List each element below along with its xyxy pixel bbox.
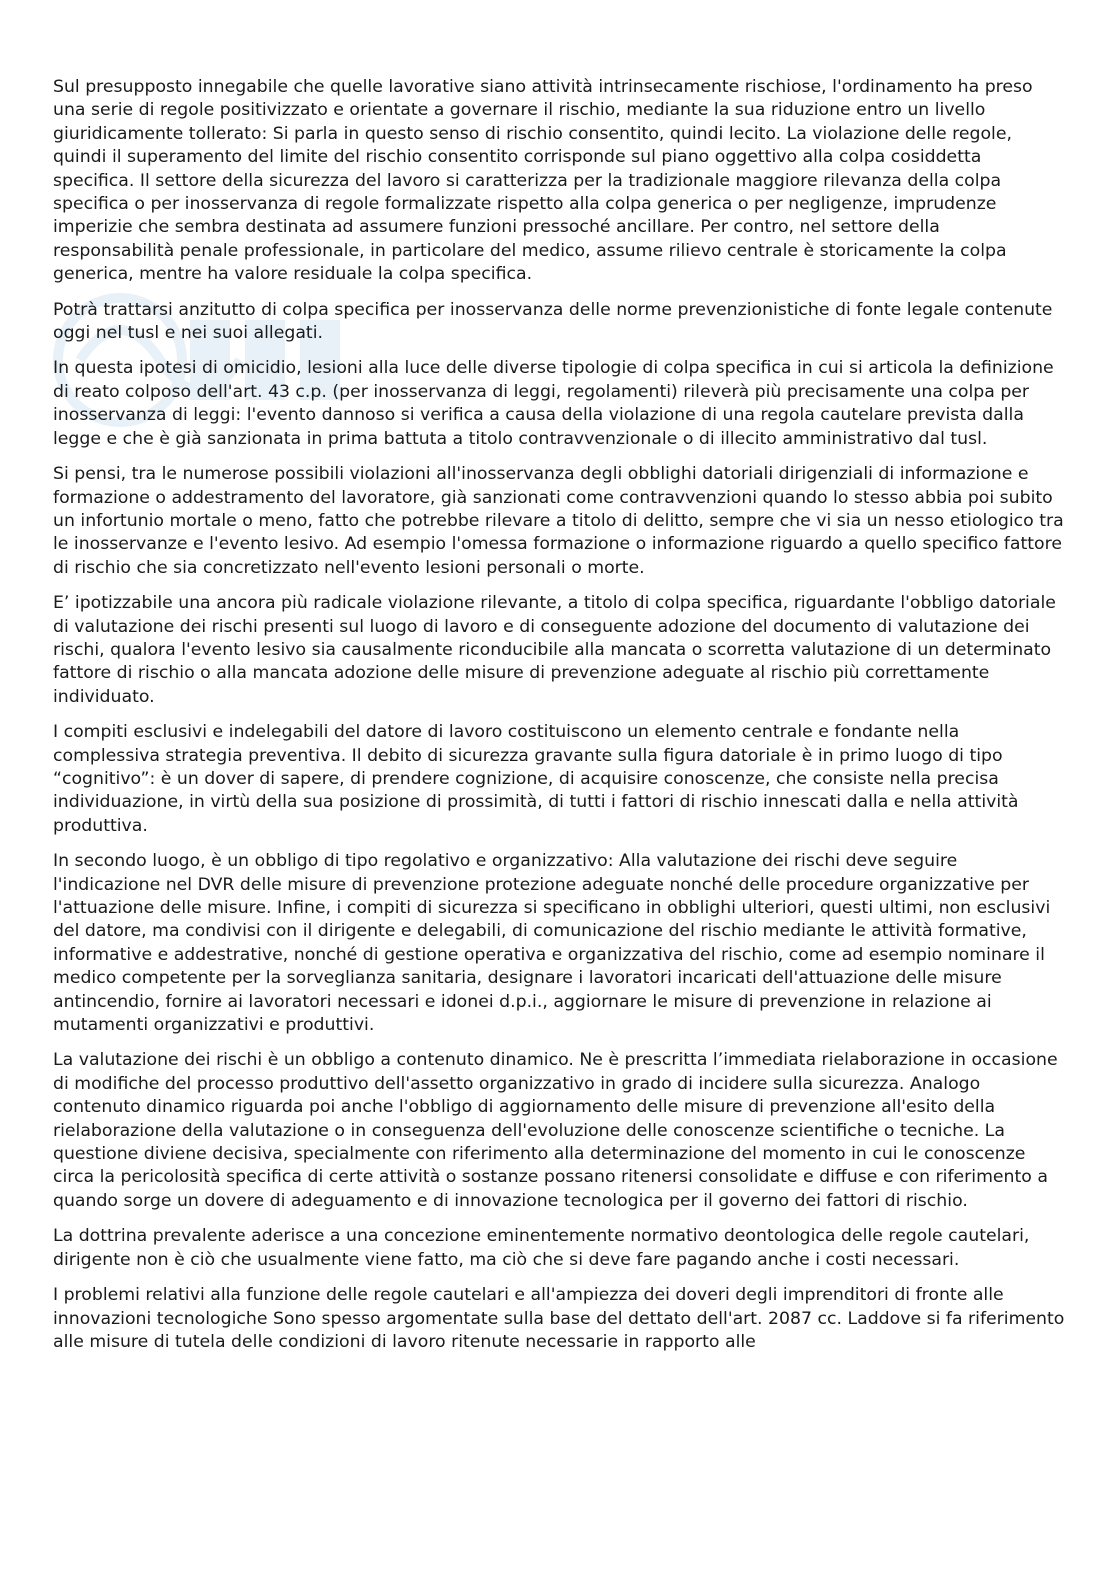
paragraph-2: Potrà trattarsi anzitutto di colpa specifica per inosservanza delle norme prevenzionistiche di fonte legale contenute oggi nel tusl e nei suoi allegati.	[53, 299, 1053, 344]
paragraph-10: I problemi relativi alla funzione delle regole cautelari e all'ampiezza dei doveri degli imprenditori di fronte alle innovazioni tecnologiche Sono spesso argomentate sulla base del dettato dell'art. 2087 cc. Laddove si fa riferimento alle misure di tutela delle condizioni di lavoro ritenute necessarie in rapporto alle	[53, 1285, 1065, 1352]
paragraph-8: La valutazione dei rischi è un obbligo a contenuto dinamico. Ne è prescritta l’immediata rielaborazione in occasione di modifiche del processo produttivo dell'assetto organizzativo in grado di incidere sulla sicurezza. Analogo contenuto dinamico riguarda poi anche l'obbligo di aggiornamento delle misure di prevenzione all'esito della rielaborazione della valutazione o in conseguenza dell'evoluzione delle conoscenze scientifiche o tecniche. La questione diviene decisiva, specialmente con riferimento alla determinazione del momento in cui le conoscenze circa la pericolosità specifica di certe attività o sostanze possano ritenersi consolidate e diffuse e con riferimento a quando sorge un dovere di adeguamento e di innovazione tecnologica per il governo dei fattori di rischio.	[53, 1050, 1058, 1211]
paragraph-7: In secondo luogo, è un obbligo di tipo regolativo e organizzativo: Alla valutazione dei rischi deve seguire l'indicazione nel DVR delle misure di prevenzione protezione adeguate nonché delle procedure organizzative per l'attuazione delle misure. Infine, i compiti di sicurezza si specificano in obblighi ulteriori, questi ultimi, non esclusivi del datore, ma condivisi con il dirigente e delegabili, di comunicazione del rischio mediante le attività formative, informative e addestrative, nonché di gestione operativa e organizzativa del rischio, come ad esempio nominare il medico competente per la sorveglianza sanitaria, designare i lavoratori incaricati dell'attuazione delle misure antincendio, fornire ai lavoratori necessari e idonei d.p.i., aggiornare le misure di prevenzione in relazione ai mutamenti organizzativi e produttivi.	[53, 851, 1051, 1036]
paragraph-9: La dottrina prevalente aderisce a una concezione eminentemente normativo deontologica delle regole cautelari, dirigente non è ciò che usualmente viene fatto, ma ciò che si deve fare pagando anche i costi necessari.	[53, 1226, 1030, 1270]
paragraph-1: Sul presupposto innegabile che quelle lavorative siano attività intrinsecamente rischiose, l'ordinamento ha preso una serie di regole positivizzato e orientate a governare il rischio, mediante la sua riduzione entro un livello giuridicamente tollerato: Si parla in questo senso di rischio consentito, quindi lecito. La violazione delle regole, quindi il superamento del limite del rischio consentito corrisponde sul piano oggettivo alla colpa cosiddetta specifica. Il settore della sicurezza del lavoro si caratterizza per la tradizionale maggiore rilevanza della colpa specifica o per inosservanza di regole formalizzate rispetto alla colpa generica o per negligenze, imprudenze imperizie che sembra destinata ad assumere funzioni pressoché ancillare. Per contro, nel settore della responsabilità penale professionale, in particolare del medico, assume rilievo centrale è storicamente la colpa generica, mentre ha valore residuale la colpa specifica.	[53, 77, 1033, 285]
paragraph-5: E’ ipotizzabile una ancora più radicale violazione rilevante, a titolo di colpa specifica, riguardante l'obbligo datoriale di valutazione dei rischi presenti sul luogo di lavoro e di conseguente adozione del documento di valutazione dei rischi, qualora l'evento lesivo sia causalmente riconducibile alla mancata o scorretta valutazione di un determinato fattore di rischio o alla mancata adozione delle misure di prevenzione adeguate al rischio più correttamente individuato.	[53, 593, 1056, 707]
paragraph-4: Si pensi, tra le numerose possibili violazioni all'inosservanza degli obblighi datoriali dirigenziali di informazione e formazione o addestramento del lavoratore, già sanzionati come contravvenzioni quando lo stesso abbia poi subito un infortunio mortale o meno, fatto che potrebbe rilevare a titolo di delitto, sempre che vi sia un nesso etiologico tra le inosservanze e l'evento lesivo. Ad esempio l'omessa formazione o informazione riguardo a quello specifico fattore di rischio che sia concretizzato nell'evento lesioni personali o morte.	[53, 464, 1064, 578]
paragraph-3: In questa ipotesi di omicidio, lesioni alla luce delle diverse tipologie di colpa specifica in cui si articola la definizione di reato colposo dell'art. 43 c.p. (per inosservanza di leggi, regolamenti) rileverà più precisamente una colpa per inosservanza di leggi: l'evento dannoso si verifica a causa della violazione di una regola cautelare prevista dalla legge e che è già sanzionata in prima battuta a titolo contravvenzionale o di illecito amministrativo dal tusl.	[53, 358, 1054, 449]
paragraph-6: I compiti esclusivi e indelegabili del datore di lavoro costituiscono un elemento centrale e fondante nella complessiva strategia preventiva. Il debito di sicurezza gravante sulla figura datoriale è in primo luogo di tipo “cognitivo”: è un dover di sapere, di prendere cognizione, di acquisire conoscenze, che consiste nella precisa individuazione, in virtù della sua posizione di prossimità, di tutti i fattori di rischio innescati dalla e nella attività produttiva.	[53, 722, 1019, 836]
document-body	[53, 76, 1065, 1366]
